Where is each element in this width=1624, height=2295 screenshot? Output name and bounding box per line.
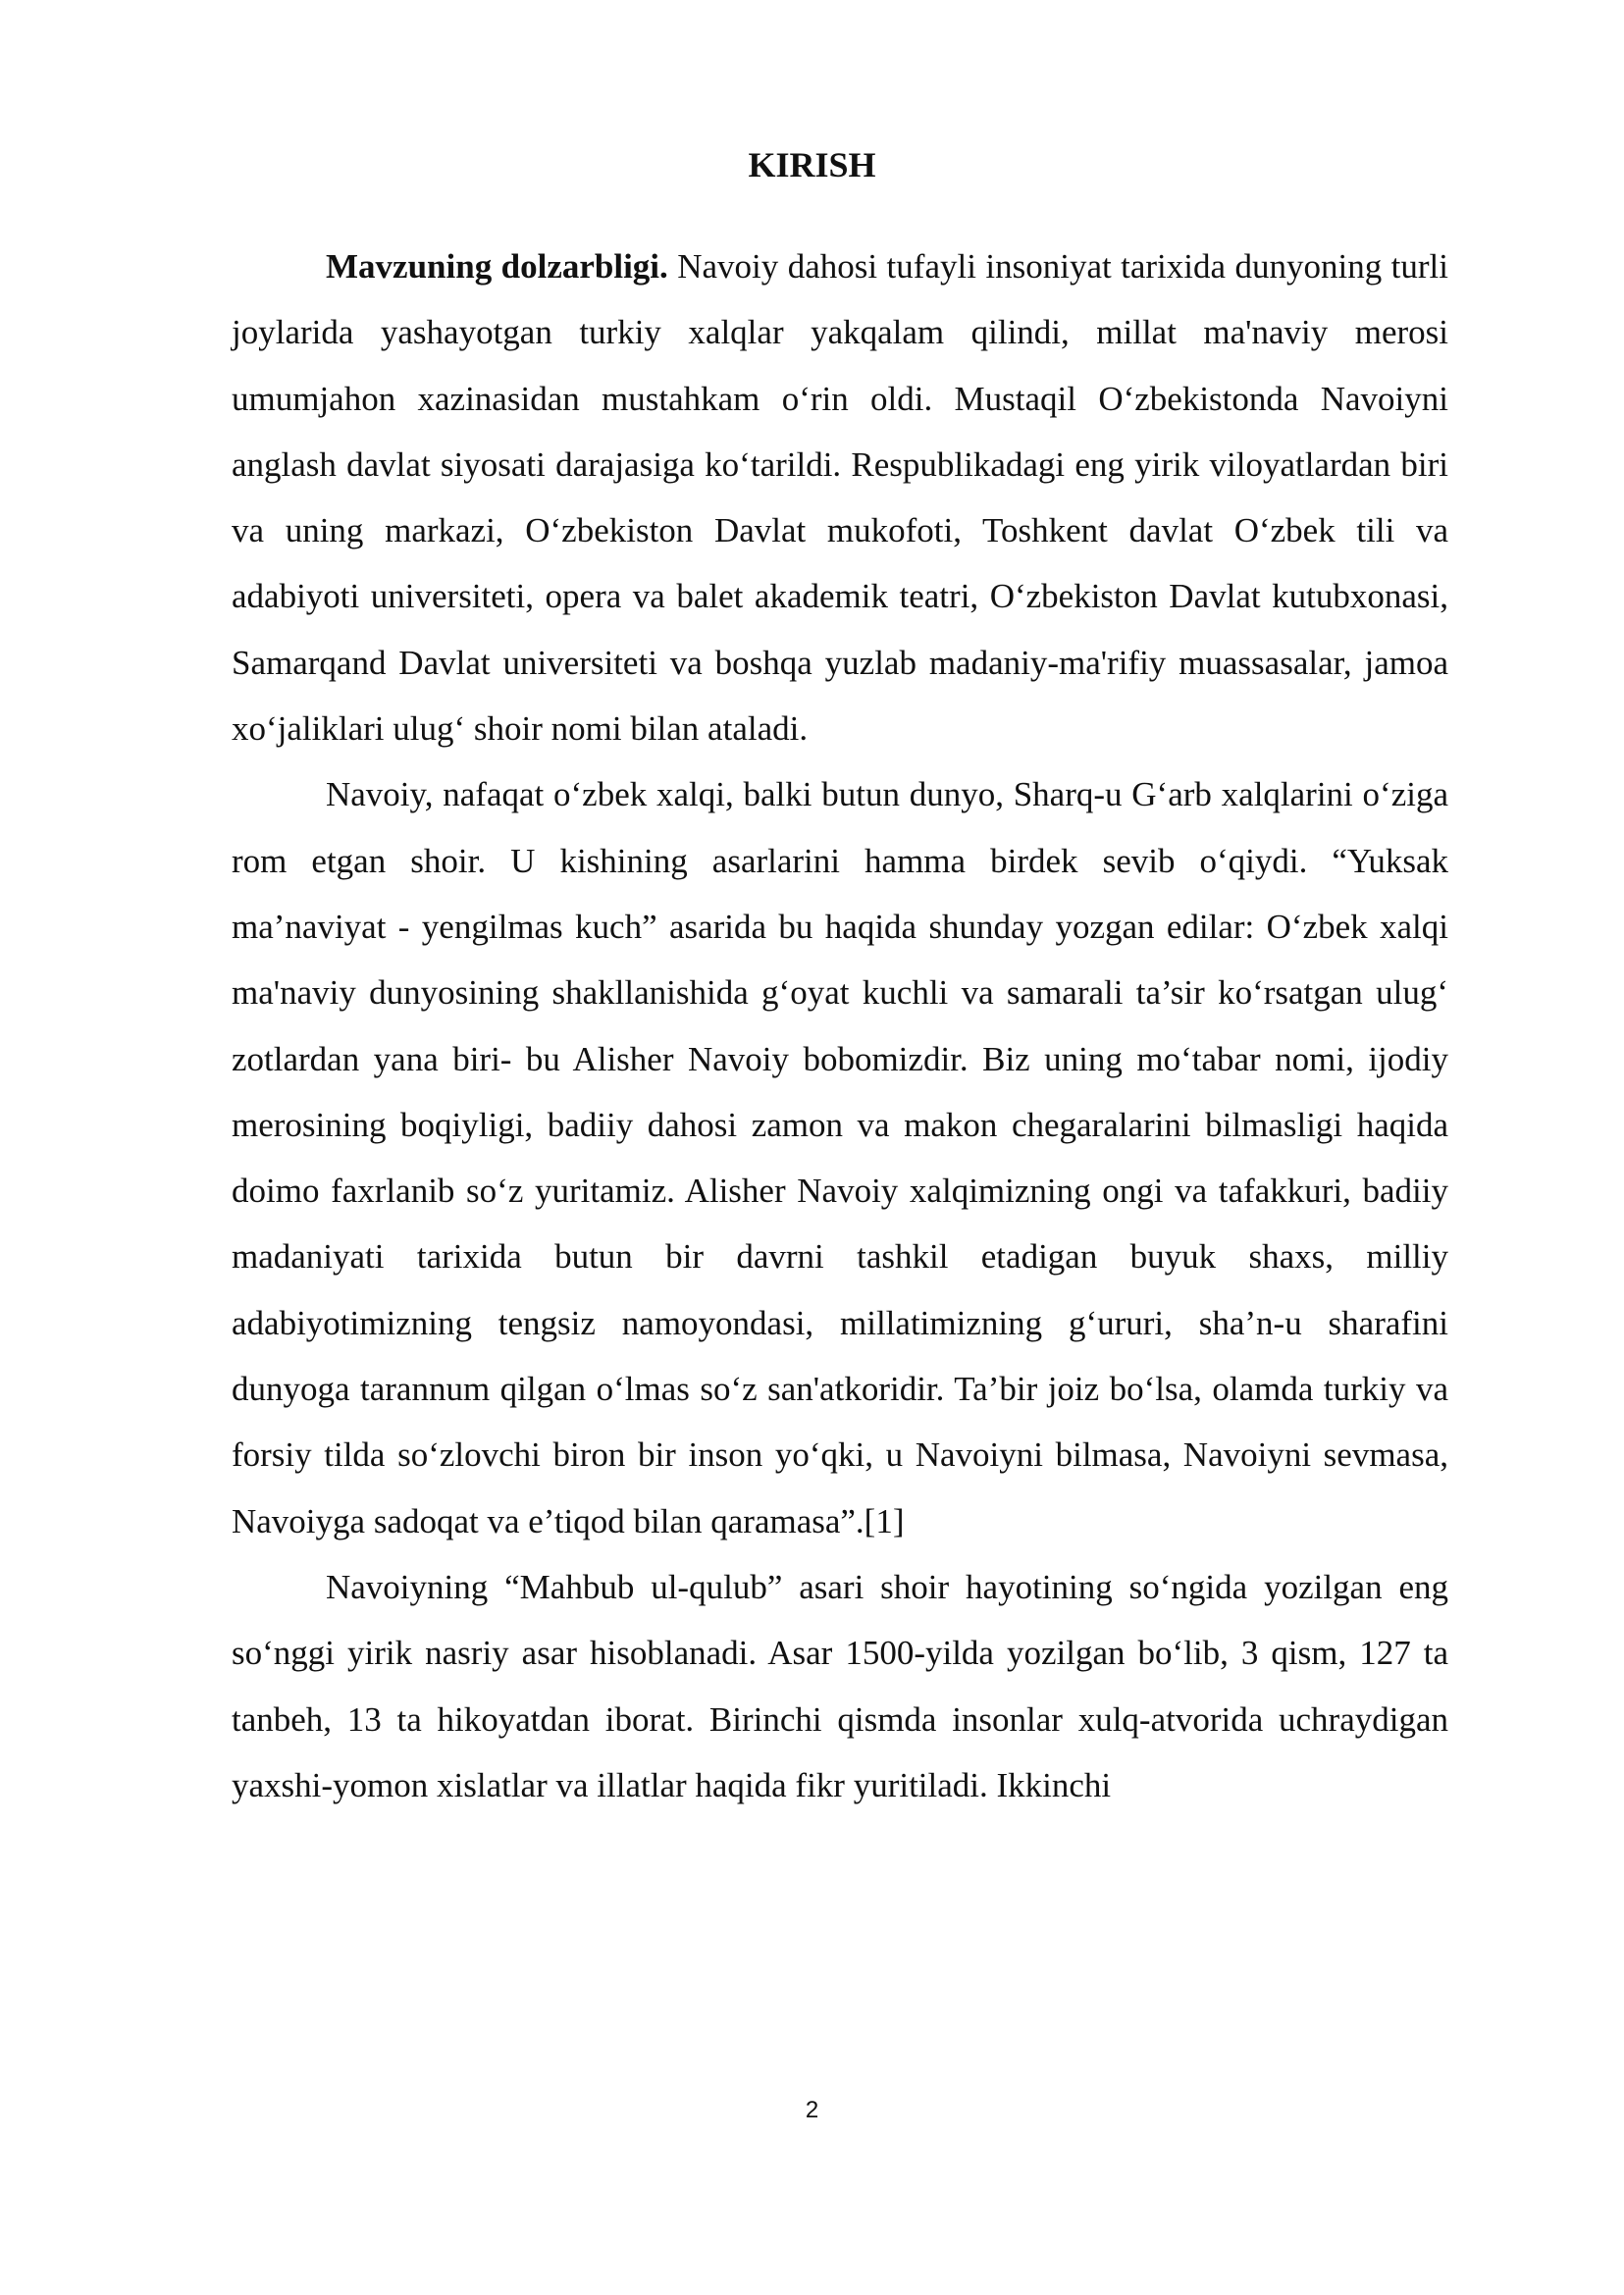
paragraph-text: Navoiy dahosi tufayli insoniyat tarixida dunyoning turli joylarida yashayotgan turkiy xalqlar yakqalam qilindi, millat ma'naviy merosi umumjahon xazinasidan mustahkam o‘rin oldi. Mustaqil O‘zbekistonda Navoiyni anglash davlat siyosati darajasiga ko‘tarildi. Respublikadagi eng yirik viloyatlardan biri va uning markazi, O‘zbekiston Davlat mukofoti, Toshkent davlat O‘zbek tili va adabiyoti universiteti, opera va balet akademik teatri, O‘zbekiston Davlat kutubxonasi, Samarqand Davlat universiteti va boshqa yuzlab madaniy-ma'rifiy muassasalar, jamoa xo‘jaliklari ulug‘ shoir nomi bilan ataladi. [232, 247, 1448, 749]
paragraph-relevance [232, 234, 1448, 761]
paragraph-mahbub-ul-qulub [232, 1554, 1448, 1818]
paragraph-navoiy-quote [232, 761, 1448, 1554]
paragraph-text: Navoiy, nafaqat o‘zbek xalqi, balki butun dunyo, Sharq-u G‘arb xalqlarini o‘ziga rom etgan shoir. U kishining asarlarini hamma birdek sevib o‘qiydi. “Yuksak ma’naviyat - yengilmas kuch” asarida bu haqida shunday yozgan edilar: O‘zbek xalqi ma'naviy dunyosining shakllanishida g‘oyat kuchli va samarali ta’sir ko‘rsatgan ulug‘ zotlardan yana biri- bu Alisher Navoiy bobomizdir. Biz uning mo‘tabar nomi, ijodiy merosining boqiyligi, badiiy dahosi zamon va makon chegaralarini bilmasligi haqida doimo faxrlanib so‘z yuritamiz. Alisher Navoiy xalqimizning ongi va tafakkuri, badiiy madaniyati tarixida butun bir davrni tashkil etadigan buyuk shaxs, milliy adabiyotimizning tengsiz namoyondasi, millatimizning g‘ururi, sha’n-u sharafini dunyoga tarannum qilgan o‘lmas so‘z san'atkoridir. Ta’bir joiz bo‘lsa, olamda turkiy va forsiy tilda so‘zlovchi biron bir inson yo‘qki, u Navoiyni bilmasa, Navoiyni sevmasa, Navoiyga sadoqat va e’tiqod bilan qaramasa”.[1] [232, 775, 1448, 1540]
page-number: 2 [805, 2097, 819, 2123]
paragraph-text: Navoiyning “Mahbub ul-qulub” asari shoir hayotining so‘ngida yozilgan eng so‘nggi yirik nasriy asar hisoblanadi. Asar 1500-yilda yozilgan bo‘lib, 3 qism, 127 ta tanbeh, 13 ta hikoyatdan iborat. Birinchi qismda insonlar xulq-atvorida uchraydigan yaxshi-yomon xislatlar va illatlar haqida fikr yuritiladi. Ikkinchi [232, 1567, 1448, 1804]
section-title: KIRISH [748, 145, 876, 184]
paragraph-lead-heading: Mavzuning dolzarbligi. [326, 247, 668, 286]
body-text [232, 234, 1448, 1818]
